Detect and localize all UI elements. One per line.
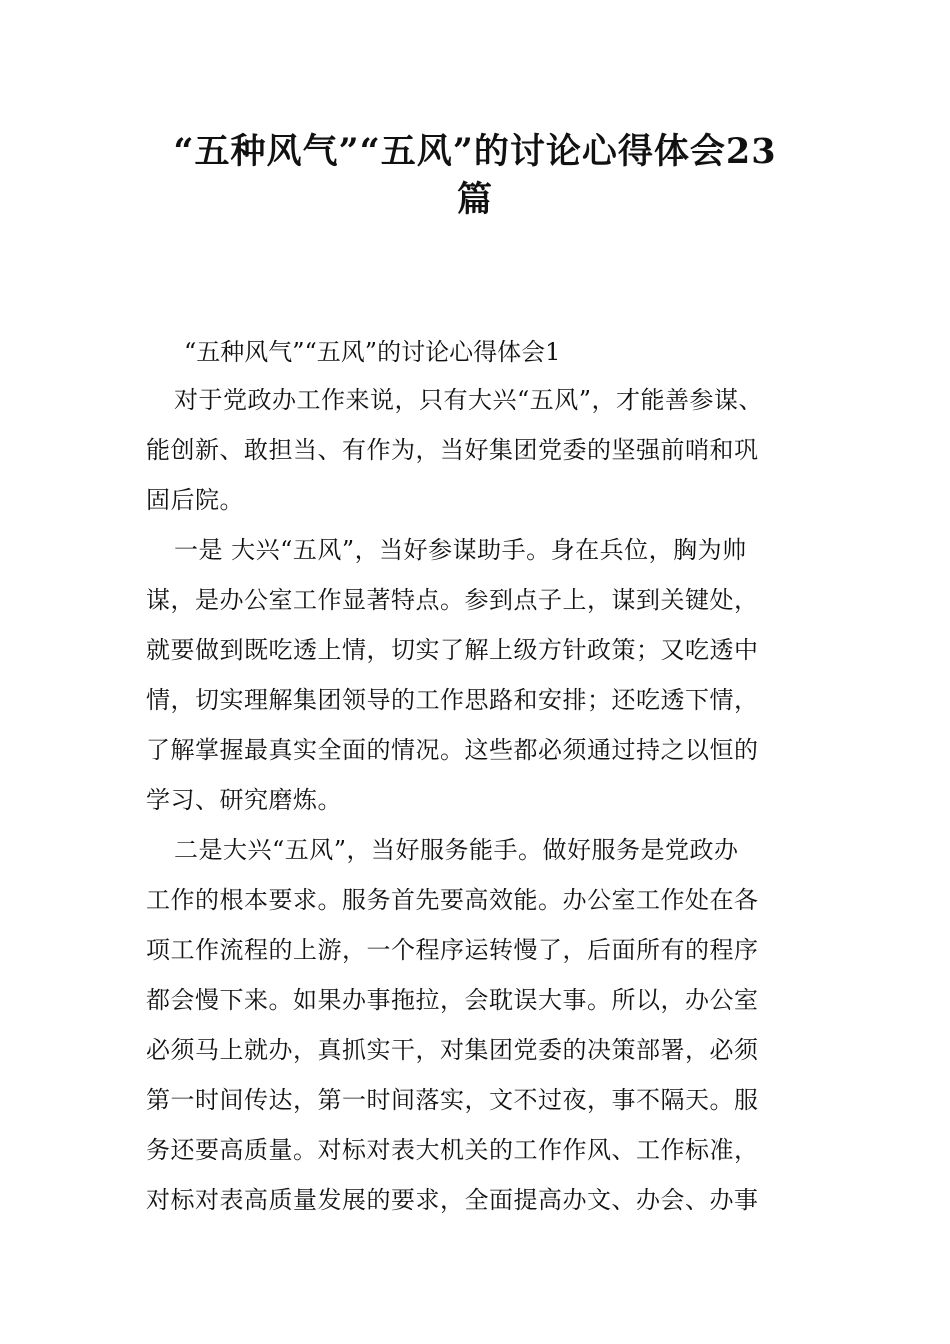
title-line-2: 篇 — [456, 179, 493, 220]
paragraph-line: 学习、研究磨炼。 — [146, 786, 342, 814]
document-title — [140, 128, 810, 224]
paragraph-3 — [146, 830, 808, 1230]
paragraph-line: 二是大兴“五风”，当好服务能手。做好服务是党政办 — [174, 836, 739, 864]
paragraph-1 — [146, 380, 808, 530]
paragraph-line: 必须马上就办，真抓实干，对集团党委的决策部署，必须 — [146, 1036, 759, 1064]
paragraph-line: 情，切实理解集团领导的工作思路和安排；还吃透下情， — [146, 686, 759, 714]
paragraph-2 — [146, 530, 808, 830]
section-heading: “五种风气”“五风”的讨论心得体会1 — [184, 338, 561, 366]
paragraph-line: 工作的根本要求。服务首先要高效能。办公室工作处在各 — [146, 886, 759, 914]
paragraph-line: 就要做到既吃透上情，切实了解上级方针政策；又吃透中 — [146, 636, 759, 664]
paragraph-line: 谋，是办公室工作显著特点。参到点子上，谋到关键处， — [146, 586, 759, 614]
paragraph-line: 都会慢下来。如果办事拖拉，会耽误大事。所以，办公室 — [146, 986, 759, 1014]
paragraph-line: 第一时间传达，第一时间落实，文不过夜，事不隔天。服 — [146, 1086, 759, 1114]
paragraph-line: 了解掌握最真实全面的情况。这些都必须通过持之以恒的 — [146, 736, 759, 764]
document-body — [146, 380, 808, 1230]
paragraph-line: 对于党政办工作来说，只有大兴“五风”，才能善参谋、 — [174, 386, 764, 414]
paragraph-line: 对标对表高质量发展的要求，全面提高办文、办会、办事 — [146, 1186, 759, 1214]
paragraph-line: 能创新、敢担当、有作为，当好集团党委的坚强前哨和巩 — [146, 436, 759, 464]
title-line-1: “五种风气”“五风”的讨论心得体会23 — [173, 131, 777, 172]
paragraph-line: 固后院。 — [146, 486, 244, 514]
paragraph-line: 项工作流程的上游，一个程序运转慢了，后面所有的程序 — [146, 936, 759, 964]
paragraph-line: 务还要高质量。对标对表大机关的工作作风、工作标准， — [146, 1136, 759, 1164]
paragraph-line: 一是 大兴“五风”，当好参谋助手。身在兵位，胸为帅 — [174, 536, 747, 564]
